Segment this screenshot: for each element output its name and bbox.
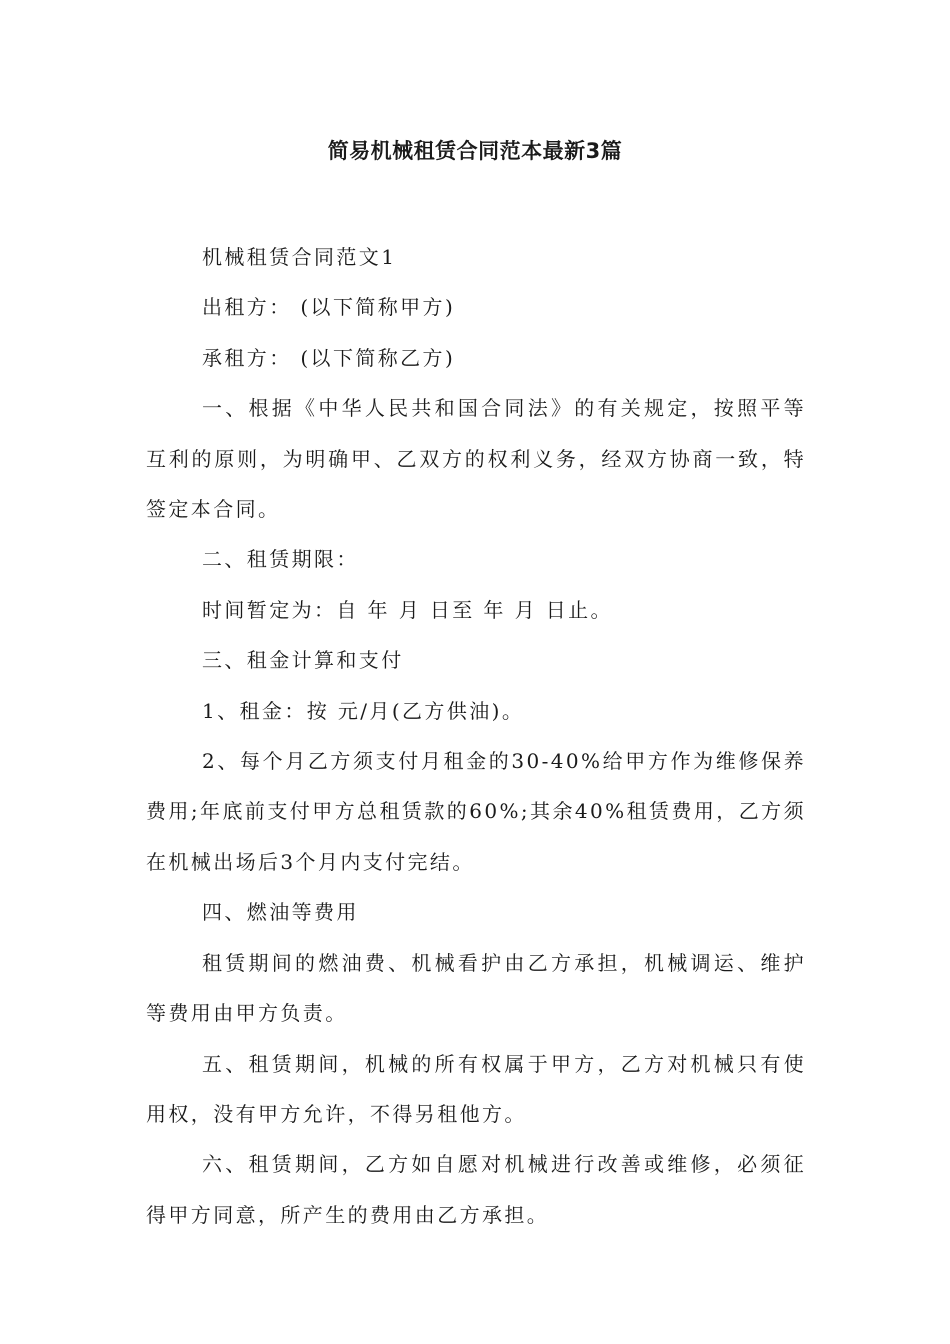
paragraph-rent-payment: 2、每个月乙方须支付月租金的30-40%给甲方作为维修保养费用;年底前支付甲方总租赁款的60%;其余40%租赁费用，乙方须在机械出场后3个月内支付完结。: [146, 749, 806, 874]
paragraph-contract-heading: 机械租赁合同范文1: [202, 245, 397, 269]
paragraph-clause-5: 五、租赁期间，机械的所有权属于甲方，乙方对机械只有使用权，没有甲方允许，不得另租他方。: [146, 1051, 806, 1126]
paragraph-clause-6: 六、租赁期间，乙方如自愿对机械进行改善或维修，必须征得甲方同意，所产生的费用由乙方承担。: [146, 1152, 806, 1227]
document-body: [146, 232, 806, 1240]
paragraph-lessor: 出租方： (以下简称甲方): [202, 295, 456, 320]
paragraph-clause-3-heading: 三、租金计算和支付: [202, 648, 404, 673]
paragraph-clause-2-heading: 二、租赁期限：: [202, 547, 359, 572]
document-title: 简易机械租赁合同范本最新3篇: [327, 139, 623, 163]
paragraph-lease-period: 时间暂定为：自 年 月 日至 年 月 日止。: [202, 597, 613, 622]
paragraph-clause-1: 一、根据《中华人民共和国合同法》的有关规定，按照平等互利的原则，为明确甲、乙双方的权利义务，经双方协商一致，特签定本合同。: [146, 396, 806, 522]
paragraph-fuel-costs: 租赁期间的燃油费、机械看护由乙方承担，机械调运、维护等费用由甲方负责。: [146, 950, 806, 1026]
paragraph-rent-amount: 1、租金：按 元/月(乙方供油)。: [202, 698, 525, 723]
paragraph-lessee: 承租方： (以下简称乙方): [202, 345, 456, 370]
paragraph-clause-4-heading: 四、燃油等费用: [202, 900, 359, 925]
